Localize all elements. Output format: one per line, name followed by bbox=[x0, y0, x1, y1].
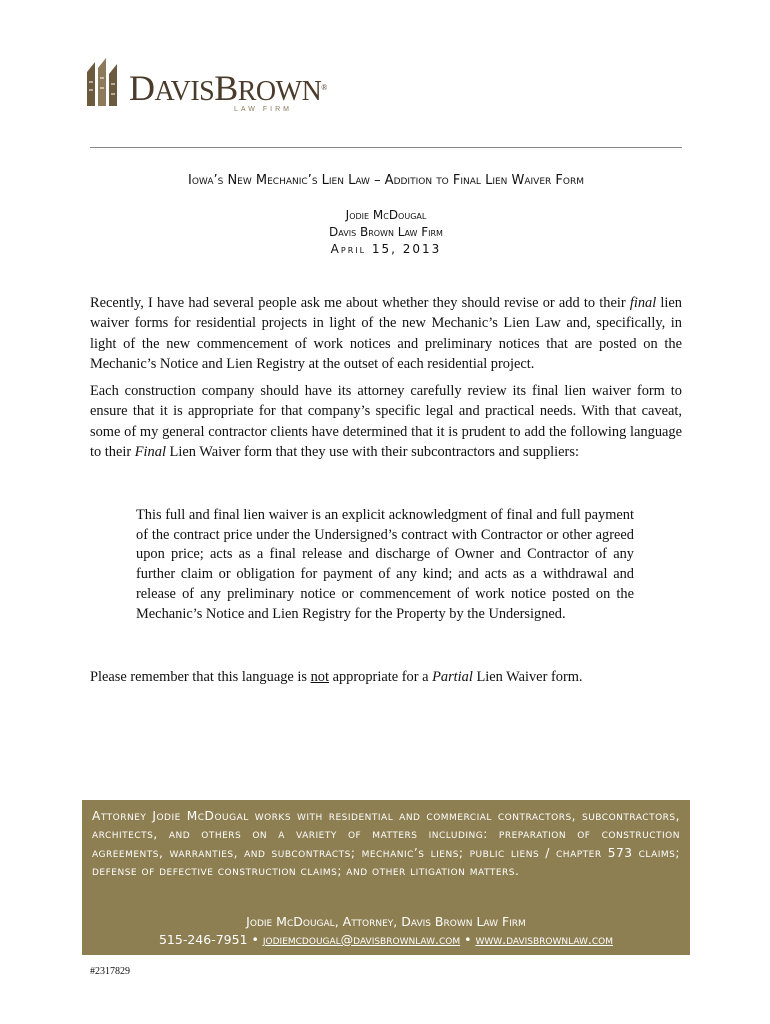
bullet-separator: • bbox=[251, 932, 259, 947]
paragraph-reminder: Please remember that this language is not appropriate for a Partial Lien Waiver form. bbox=[90, 669, 583, 685]
author-name: Jodie McDougal bbox=[345, 208, 427, 222]
contact-details bbox=[82, 931, 690, 949]
bullet-separator: • bbox=[464, 932, 472, 947]
document-date: April 15, 2013 bbox=[330, 242, 442, 256]
contact-email-link[interactable]: jodiemcdougal@davisbrownlaw.com bbox=[262, 932, 461, 947]
banner-contact bbox=[82, 913, 690, 949]
contact-title: Jodie McDougal, Attorney, Davis Brown Law Firm bbox=[246, 914, 526, 929]
byline bbox=[90, 207, 682, 258]
firm-name: Davis Brown Law Firm bbox=[329, 225, 443, 239]
header-divider bbox=[90, 147, 682, 148]
attorney-info-banner bbox=[82, 800, 690, 955]
law-firm-logo-mark-icon bbox=[85, 58, 127, 108]
davis-brown-logo bbox=[85, 58, 345, 118]
document-title: Iowa’s New Mechanic’s Lien Law – Addition to Final Lien Waiver Form bbox=[188, 173, 584, 188]
logo-wordmark: DAVISBROWN® bbox=[129, 68, 327, 108]
contact-phone: 515-246-7951 bbox=[158, 932, 248, 947]
paragraph-advice: Each construction company should have its attorney carefully review its final lien waiver form to ensure that it is appropriate for that company’s specific legal and practical needs. With that caveat, some of my general contractor clients have determined that it is prudent to add the following language to their Final Lien Waiver form that they use with their subcontractors and suppliers: bbox=[90, 383, 682, 460]
logo-subtitle: LAW FIRM bbox=[234, 106, 292, 113]
paragraph-intro: Recently, I have had several people ask me about whether they should revise or add to their final lien waiver forms for residential projects in light of the new Mechanic’s Lien Law and, specifically, in light of the new commencement of work notices and preliminary notices that are posted on the Mechanic’s Notice and Lien Registry at the outset of each residential project. bbox=[90, 295, 682, 372]
waiver-language-quote: This full and final lien waiver is an explicit acknowledgment of final and full payment of the contract price under the Undersigned’s contract with Contractor or other agreed upon price; acts as a final release and discharge of Owner and Contractor of any further claim or obligation for payment of any kind; and acts as a withdrawal and release of any preliminary notice or commencement of work notice posted on the Mechanic’s Notice and Lien Registry for the Property by the Undersigned. bbox=[136, 507, 634, 622]
document-id: #2317829 bbox=[90, 966, 130, 977]
website-link[interactable]: www.davisbrownlaw.com bbox=[475, 932, 614, 947]
banner-description: Attorney Jodie McDougal works with residential and commercial contractors, subcontractors, architects, and others on a variety of matters including: preparation of construction agreements, warranties, and subcontracts; mechanic’s liens; public liens / chapter 573 claims; defense of defective construction claims; and other litigation matters. bbox=[92, 809, 680, 879]
